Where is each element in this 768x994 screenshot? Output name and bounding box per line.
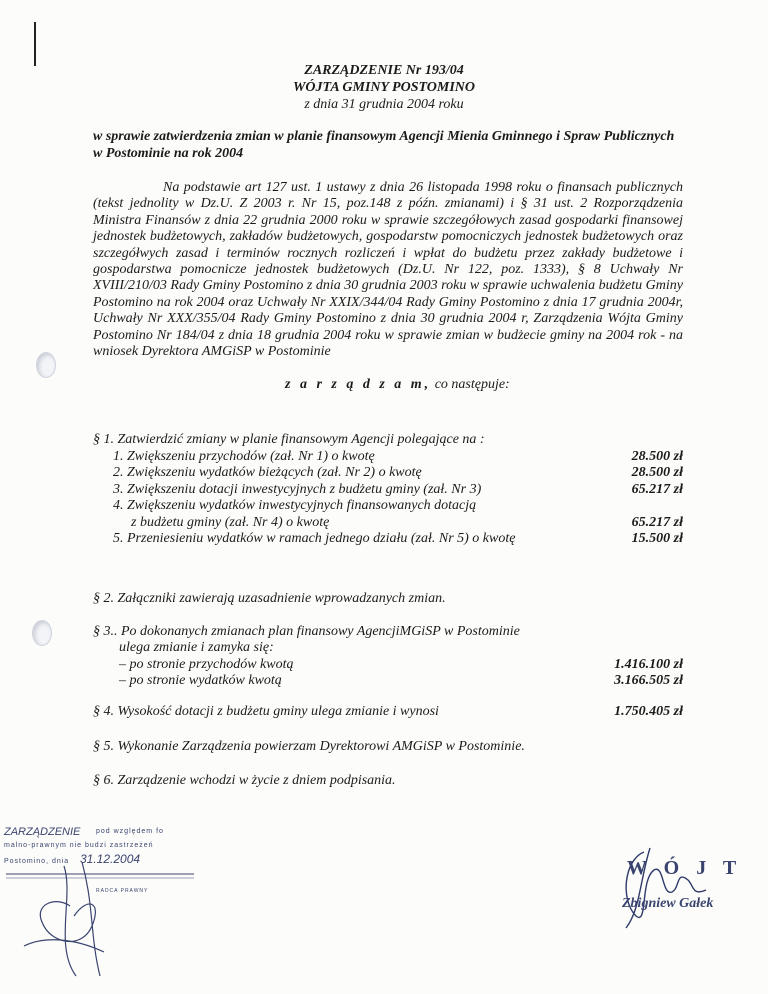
- preamble-paragraph: Na podstawie art 127 ust. 1 ustawy z dnia 26 listopada 1998 roku o finansach publicznych (tekst jednolity w Dz.U. Z 2003 r. Nr 15, poz.148 z późn. zmianami) i § 31 ust. 2 Rozporządzenia Ministra Finansów z dnia 22 grudnia 2000 roku w sprawie szczegółowych zasad gospodarki finansowej jednostek budżetowych, zakładów budżetowych, gospodarstw pomocniczych jednostek budżetowych oraz szczegółwych zasad i terminów rocznych rozliczeń i wpłat do budżetu przez zakłady budżetowe i gospodarstwa pomocnicze jednostek budżetowych (Dz.U. Nr 122, poz. 1333), § 8 Uchwały Nr XVIII/210/03 Rady Gminy Postomino z dnia 30 grudnia 2003 roku w sprawie uchwalenia budżetu Gminy Postomino na rok 2004 oraz Uchwały Nr XXIX/344/04 Rady Gminy Postomino z dnia 17 grudnia 2004r, Uchwały Nr XXX/355/04 Rady Gminy Postomino z dnia 30 grudnia 2004 r, Zarządzenia Wójta Gminy Postomino Nr 184/04 z dnia 18 grudnia 2004 roku w sprawie zmian w budżecie gminy na 2004 rok - na wniosek Dyrektora AMGiSP w Postominie: [93, 180, 683, 360]
- stamp-line-3: Postomino, dnia: [4, 858, 70, 865]
- signatory-name: Zbigniew Gałek: [622, 896, 714, 911]
- document-header: [0, 62, 768, 113]
- section-1-list: [113, 449, 683, 547]
- stamp-date: 31.12.2004: [80, 852, 141, 866]
- item-text: 1. Zwiększeniu przychodów (zał. Nr 1) o kwotę: [113, 449, 375, 464]
- mayor-signature: [610, 840, 730, 930]
- section-5: § 5. Wykonanie Zarządzenia powierzam Dyrektorowi AMGiSP w Postominie.: [93, 739, 525, 754]
- decree-statement: [285, 377, 510, 393]
- list-item: [113, 449, 683, 465]
- binder-mark: [34, 22, 36, 66]
- item-amount: 65.217 zł: [631, 514, 683, 530]
- section-3-line2: ulega zmianie i zamyka się:: [119, 640, 274, 656]
- decree-date: z dnia 31 grudnia 2004 roku: [304, 97, 464, 112]
- stamp-line-4: RADCA PRAWNY: [96, 888, 149, 894]
- signature-title: W Ó J T: [627, 857, 743, 879]
- stamp-signature: [4, 826, 244, 986]
- item-amount: [603, 498, 683, 514]
- list-item: [119, 673, 683, 689]
- stamp-line-1b: pod względem fo: [96, 828, 164, 835]
- punch-hole-top: [36, 352, 56, 378]
- list-item: [119, 657, 683, 673]
- stamp-line-1: ZARZĄDZENIE: [4, 826, 81, 838]
- legal-approval-stamp: [4, 826, 264, 986]
- section-3: [93, 624, 683, 690]
- section-3-heading: § 3.. Po dokonanych zmianach plan finansowy AgencjiMGiSP w Postominie: [93, 624, 520, 639]
- punch-hole-bottom: [32, 620, 52, 646]
- decree-word: z a r z ą d z a m,: [285, 377, 432, 392]
- item-text: – po stronie wydatków kwotą: [119, 673, 282, 689]
- section-6: § 6. Zarządzenie wchodzi w życie z dniem podpisania.: [93, 773, 396, 788]
- section-4: [93, 704, 683, 720]
- section-3-body: [93, 640, 683, 689]
- item-text: 5. Przeniesieniu wydatków w ramach jednego działu (zał. Nr 5) o kwotę: [113, 531, 516, 547]
- decree-rest: co następuje:: [431, 377, 510, 392]
- list-item: [113, 465, 683, 481]
- list-item: [113, 498, 683, 514]
- section-2: § 2. Załączniki zawierają uzasadnienie wprowadzanych zmian.: [93, 591, 446, 606]
- item-text: – po stronie przychodów kwotą: [119, 656, 294, 672]
- section-1-heading: § 1. Zatwierdzić zmiany w planie finansowym Agencji polegające na :: [93, 432, 485, 447]
- list-item: [113, 482, 683, 498]
- item-amount: 3.166.505 zł: [614, 673, 683, 689]
- section-4-amount: 1.750.405 zł: [614, 704, 683, 719]
- item-text: 2. Zwiększeniu wydatków bieżących (zał. Nr 2) o kwotę: [113, 465, 422, 481]
- item-amount: 65.217 zł: [631, 481, 683, 497]
- item-amount: 28.500 zł: [631, 449, 683, 464]
- list-item: [113, 531, 683, 547]
- item-text: z budżetu gminy (zał. Nr 4) o kwotę: [131, 514, 330, 530]
- section-4-text: § 4. Wysokość dotacji z budżetu gminy ulega zmianie i wynosi: [93, 704, 439, 719]
- stamp-line-2: malno-prawnym nie budzi zastrzeżeń: [4, 842, 154, 849]
- item-text: 3. Zwiększeniu dotacji inwestycyjnych z budżetu gminy (zał. Nr 3): [113, 481, 482, 497]
- item-amount: 15.500 zł: [631, 531, 683, 547]
- decree-number: ZARZĄDZENIE Nr 193/04: [304, 63, 464, 78]
- item-amount: 28.500 zł: [631, 465, 683, 481]
- decree-subject: w sprawie zatwierdzenia zmian w planie finansowym Agencji Mienia Gminnego i Spraw Publicznych w Postominie na rok 2004: [93, 129, 675, 161]
- list-item: [113, 515, 683, 531]
- item-amount: 1.416.100 zł: [614, 656, 683, 672]
- item-text: 4. Zwiększeniu wydatków inwestycyjnych finansowanych dotacją: [113, 498, 477, 514]
- decree-issuer: WÓJTA GMINY POSTOMINO: [292, 80, 476, 95]
